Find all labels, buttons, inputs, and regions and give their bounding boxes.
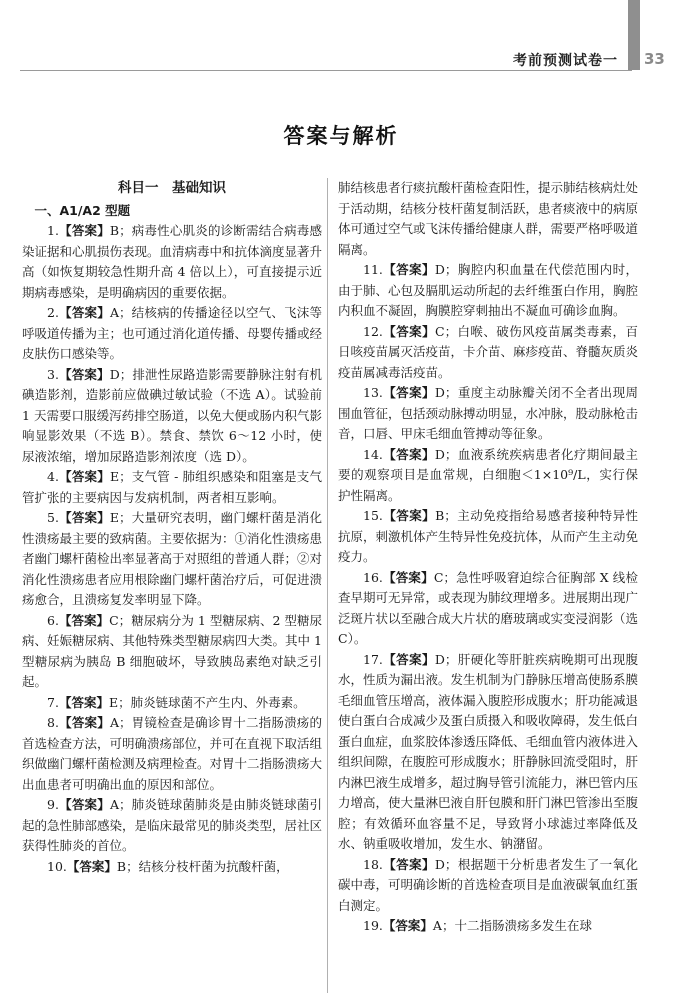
separator: ； [119,469,132,484]
separator: ； [118,305,132,320]
answer-letter: D [434,385,445,400]
answer-item [338,260,638,322]
answer-label: 【答案】 [58,469,110,484]
item-number: 19. [363,918,383,933]
explanation-text: 主动免疫指给易感者接种特异性抗原，刺激机体产生特异性免疫抗体，从而产生主动免疫力。 [338,508,639,564]
subject-heading: 科目一 基础知识 [118,180,226,196]
item-number: 15. [363,508,383,523]
answer-letter: D [109,366,120,382]
answer-letter: A [109,797,119,812]
answer-label: 【答案】 [58,223,110,238]
answer-item [338,568,638,650]
separator: ； [118,797,132,812]
explanation-text: 急性呼吸窘迫综合征胸部 X 线检查早期可无异常，或表现为肺纹理增多。进展期出现广泛斑片状以至融合成大片状的磨玻璃或实变浸润影（选 C）。 [338,569,639,646]
answer-label: 【答案】 [382,508,436,523]
section-heading: 一、A1/A2 型题 [34,202,131,218]
item-number: 5. [47,510,59,525]
item-number: 10. [47,858,67,874]
answer-item [338,650,638,855]
explanation-text: 糖尿病分为 1 型糖尿病、2 型糖尿病、妊娠糖尿病、其他特殊类型糖尿病四大类。其中 1 型糖尿病为胰岛 B 细胞破坏，导致胰岛素绝对缺乏引起。 [22,612,322,689]
answer-letter: D [434,446,445,462]
separator: ； [119,510,132,525]
answer-item [338,506,638,568]
separator: ； [444,856,458,872]
separator: ； [118,694,131,710]
answer-letter: E [108,694,119,710]
item-number: 2. [47,305,59,320]
answer-letter: D [434,262,445,277]
explanation-text: 排泄性尿路造影需要静脉注射有机碘造影剂，造影前应做碘过敏试验（不选 A）。试验前 1 天需要口服缓泻药排空肠道，以免大便或肠内积气影响显影效果（不选 B）。禁食、禁饮 6～12 小时，使尿液浓缩，增加尿路造影剂浓度（选 D）。 [22,366,322,464]
item-number: 13. [363,385,383,400]
answer-letter: D [434,651,445,667]
item-number: 4. [47,469,59,484]
answer-letter: E [109,510,120,525]
answer-letter: D [434,856,445,872]
answer-item [22,857,322,878]
answer-item [338,855,638,917]
separator: ； [444,385,458,400]
answer-item [22,693,322,714]
answer-letter: E [109,469,120,484]
explanation-text: 胸腔内积血量在代偿范围内时，由于肺、心包及膈肌运动所起的去纤维蛋白作用，胸腔内积血不凝固，胸膜腔穿刺抽出不凝血可确诊血胸。 [338,262,639,318]
answer-letter: B [109,223,120,238]
answer-item [22,795,322,857]
answer-label: 【答案】 [382,918,433,933]
answer-label: 【答案】 [58,797,110,812]
answer-letter: C [435,323,445,339]
page-title: 答案与解析 [283,124,399,148]
column-divider [327,178,328,993]
answer-letter: C [109,612,119,628]
exam-title: 考前预测试卷一 [513,53,618,69]
explanation-text: 肺炎链球菌肺炎是由肺炎链球菌引起的急性肺部感染，是临床最常见的肺炎类型，居社区获得性肺炎的首位。 [22,797,323,853]
separator: ； [443,569,456,585]
item-number: 18. [363,856,383,872]
explanation-text: 病毒性心肌炎的诊断需结合病毒感染证据和心肌损伤表现。血清病毒中和抗体滴度显著升高（如恢复期较急性期升高 4 倍以上），可直接提示近期病毒感染，是明确病因的重要依据。 [22,223,323,300]
item-number: 7. [47,694,59,710]
left-column [22,178,322,877]
answer-label: 【答案】 [66,858,117,874]
answer-item [338,916,638,937]
explanation-text: 支气管 - 肺组织感染和阻塞是支气管扩张的主要病因与发病机制，两者相互影响。 [22,469,322,505]
explanation-text: 白喉、破伤风疫苗属类毒素，百日咳疫苗属灭活疫苗，卡介苗、麻疹疫苗、脊髓灰质炎疫苗属减毒活疫苗。 [338,323,639,380]
separator: ； [444,323,458,339]
right-column [338,178,638,937]
item-number: 9. [47,797,59,812]
answer-item [22,467,322,508]
answer-letter: B [435,508,445,523]
page-number: 33 [644,50,665,68]
answer-label: 【答案】 [58,305,110,320]
answer-label: 【答案】 [382,262,435,277]
item-number: 14. [363,446,383,462]
answer-item [22,221,322,303]
answer-item [338,322,638,384]
answer-label: 【答案】 [382,651,435,667]
separator: ； [119,223,132,238]
answer-label: 【答案】 [58,694,109,710]
separator: ； [118,715,132,730]
answer-letter: A [109,305,119,320]
answer-label: 【答案】 [58,366,110,382]
answer-item [22,303,322,365]
explanation-text: 血液系统疾病患者化疗期间最主要的观察项目是血常规，白细胞＜1×10⁹/L，实行保护性隔离。 [338,446,638,503]
answer-item [22,611,322,693]
separator: ； [126,858,139,874]
separator: ； [444,651,458,667]
explanation-text: 结核病的传播途径以空气、飞沫等呼吸道传播为主；也可通过消化道传播、母婴传播或经皮肤伤口感染等。 [22,305,323,361]
answer-letter: C [433,569,444,585]
explanation-text: 胃镜检查是确诊胃十二指肠溃疡的首选检查方法，可明确溃疡部位，并可在直视下取活组织做幽门螺杆菌检测及病理检查。对胃十二指肠溃疡大出血患者可明确出血的原因和部位。 [22,715,323,792]
answer-label: 【答案】 [382,385,435,400]
header-tab-decoration [628,0,640,70]
answer-letter: B [116,858,127,874]
separator: ； [118,612,132,628]
explanation-text: 根据题干分析患者发生了一氧化碳中毒，可明确诊断的首选检查项目是血液碳氧血红蛋白测定。 [338,856,639,913]
item-number: 11. [363,262,383,277]
answer-item [338,445,638,507]
separator: ； [119,366,133,382]
separator: ； [444,508,457,523]
continued-paragraph: 肺结核患者行痰抗酸杆菌检查阳性，提示肺结核病灶处于活动期，结核分枝杆菌复制活跃，患者痰液中的病原体可通过空气或飞沫传播给健康人群，需要严格呼吸道隔离。 [338,180,639,257]
separator: ； [444,446,458,462]
answer-label: 【答案】 [58,510,110,525]
explanation-text: 肺炎链球菌不产生内、外毒素。 [130,694,306,710]
answer-label: 【答案】 [58,612,110,628]
explanation-text: 结核分枝杆菌为抗酸杆菌， [138,858,289,874]
answer-label: 【答案】 [382,569,434,585]
answer-letter: A [109,715,119,730]
answer-label: 【答案】 [382,856,435,872]
item-number: 8. [47,715,59,730]
answer-label: 【答案】 [58,715,110,730]
item-number: 1. [47,223,59,238]
answer-item [22,713,322,795]
item-number: 12. [363,323,383,339]
answer-letter: A [432,918,442,933]
explanation-text: 重度主动脉瓣关闭不全者出现周围血管征，包括颈动脉搏动明显，水冲脉，股动脉枪击音，口唇、甲床毛细血管搏动等征象。 [338,385,639,441]
answer-label: 【答案】 [382,446,435,462]
answer-item [22,508,322,611]
answer-item [22,365,322,468]
item-number: 16. [363,569,383,585]
answer-label: 【答案】 [382,323,435,339]
header-rule [20,70,632,71]
separator: ； [444,262,458,277]
answer-item [338,383,638,445]
page-header [0,0,682,78]
item-number: 3. [47,366,59,382]
item-number: 17. [363,651,383,667]
explanation-text: 十二指肠溃疡多发生在球 [454,918,592,933]
explanation-text: 大量研究表明，幽门螺杆菌是消化性溃疡最主要的致病菌。主要依据为：①消化性溃疡患者幽门螺杆菌检出率显著高于对照组的普通人群；②对消化性溃疡患者应用根除幽门螺杆菌治疗后，可促进溃疡愈合，且溃疡复发率明显下降。 [22,510,323,607]
item-number: 6. [47,612,59,628]
explanation-text: 肝硬化等肝脏疾病晚期可出现腹水，性质为漏出液。发生机制为门静脉压增高使肠系膜毛细血管压增高，液体漏入腹腔形成腹水；肝功能减退使白蛋白合成减少及蛋白质摄入和吸收障碍，发生低白蛋白血症，血浆胶体渗透压降低、毛细血管内液体进入组织间隙，在腹腔可形成腹水；肝静脉回流受阻时，肝内淋巴液生成增多，超过胸导管引流能力，淋巴管内压力增高，使大量淋巴液自肝包膜和肝门淋巴管渗出至腹腔；有效循环血容量不足，导致肾小球滤过率降低及水、钠重吸收增加，发生水、钠潴留。 [338,651,639,851]
separator: ； [441,918,455,933]
